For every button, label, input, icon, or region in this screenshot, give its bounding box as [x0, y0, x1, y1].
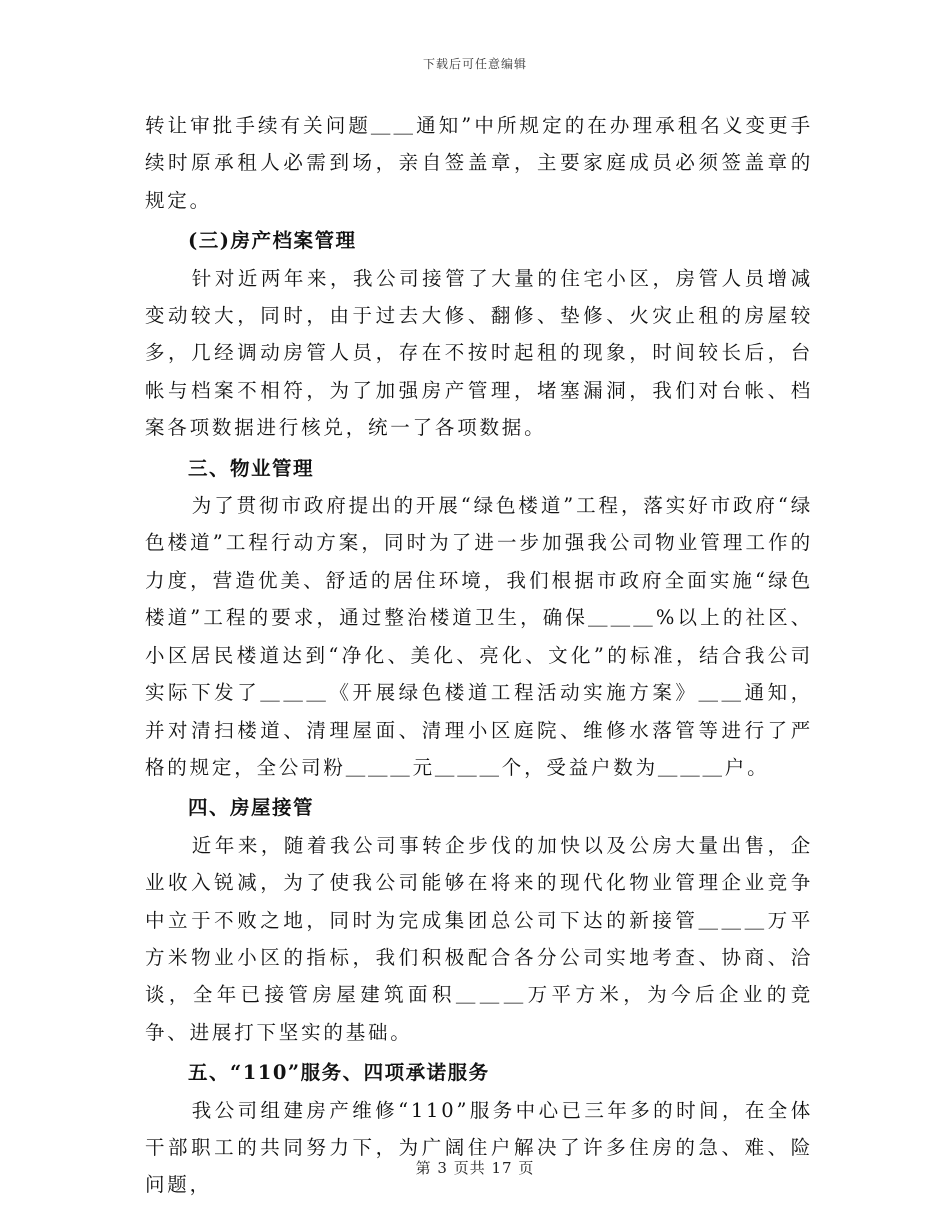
paragraph-service: 我公司组建房产维修“110”服务中心已三年多的时间，在全体干部职工的共同努力下，为广阔住户解决了许多住房的急、难、险问题，: [145, 1098, 813, 1197]
document-body: [145, 107, 813, 1204]
paragraph-property: 为了贯彻市政府提出的开展“绿色楼道”工程，落实好市政府“绿色楼道”工程行动方案，同时为了进一步加强我公司物业管理工作的力度，营造优美、舒适的居住环境，我们根据市政府全面实施“绿色楼道”工程的要求，通过整治楼道卫生，确保＿＿＿%以上的社区、小区居民楼道达到“净化、美化、亮化、文化”的标准，结合我公司实际下发了＿＿＿《开展绿色楼道工程活动实施方案》＿＿通知，并对清扫楼道、清理屋面、清理小区庭院、维修水落管等进行了严格的规定，全公司粉＿＿＿元＿＿＿个，受益户数为＿＿＿户。: [145, 494, 813, 779]
section-heading-takeover: 四、房屋接管: [188, 796, 315, 820]
paragraph-continued: 转让审批手续有关问题＿＿通知”中所规定的在办理承租名义变更手续时原承租人必需到场，亲自签盖章，主要家庭成员必须签盖章的规定。: [145, 114, 813, 212]
paragraph-archive: 针对近两年来，我公司接管了大量的住宅小区，房管人员增减变动较大，同时，由于过去大修、翻修、垫修、火灾止租的房屋较多，几经调动房管人员，存在不按时起租的现象，时间较长后，台帐与档案不相符，为了加强房产管理，堵塞漏洞，我们对台帐、档案各项数据进行核兑，统一了各项数据。: [145, 266, 813, 440]
paragraph-takeover: 近年来，随着我公司事转企步伐的加快以及公房大量出售，企业收入锐减，为了使我公司能够在将来的现代化物业管理企业竞争中立于不败之地，同时为完成集团总公司下达的新接管＿＿＿万平方米物业小区的指标，我们积极配合各分公司实地考查、协商、洽谈，全年已接管房屋建筑面积＿＿＿万平方米，为今后企业的竞争、进展打下坚实的基础。: [145, 833, 813, 1044]
section-heading-property: 三、物业管理: [188, 456, 315, 480]
page-number: 第 3 页共 17 页: [415, 1159, 535, 1177]
section-heading-service: 五、“110”服务、四项承诺服务: [188, 1061, 490, 1085]
page-header-note: 下载后可任意编辑: [422, 57, 527, 71]
section-heading-archive: (三)房产档案管理: [188, 229, 357, 253]
